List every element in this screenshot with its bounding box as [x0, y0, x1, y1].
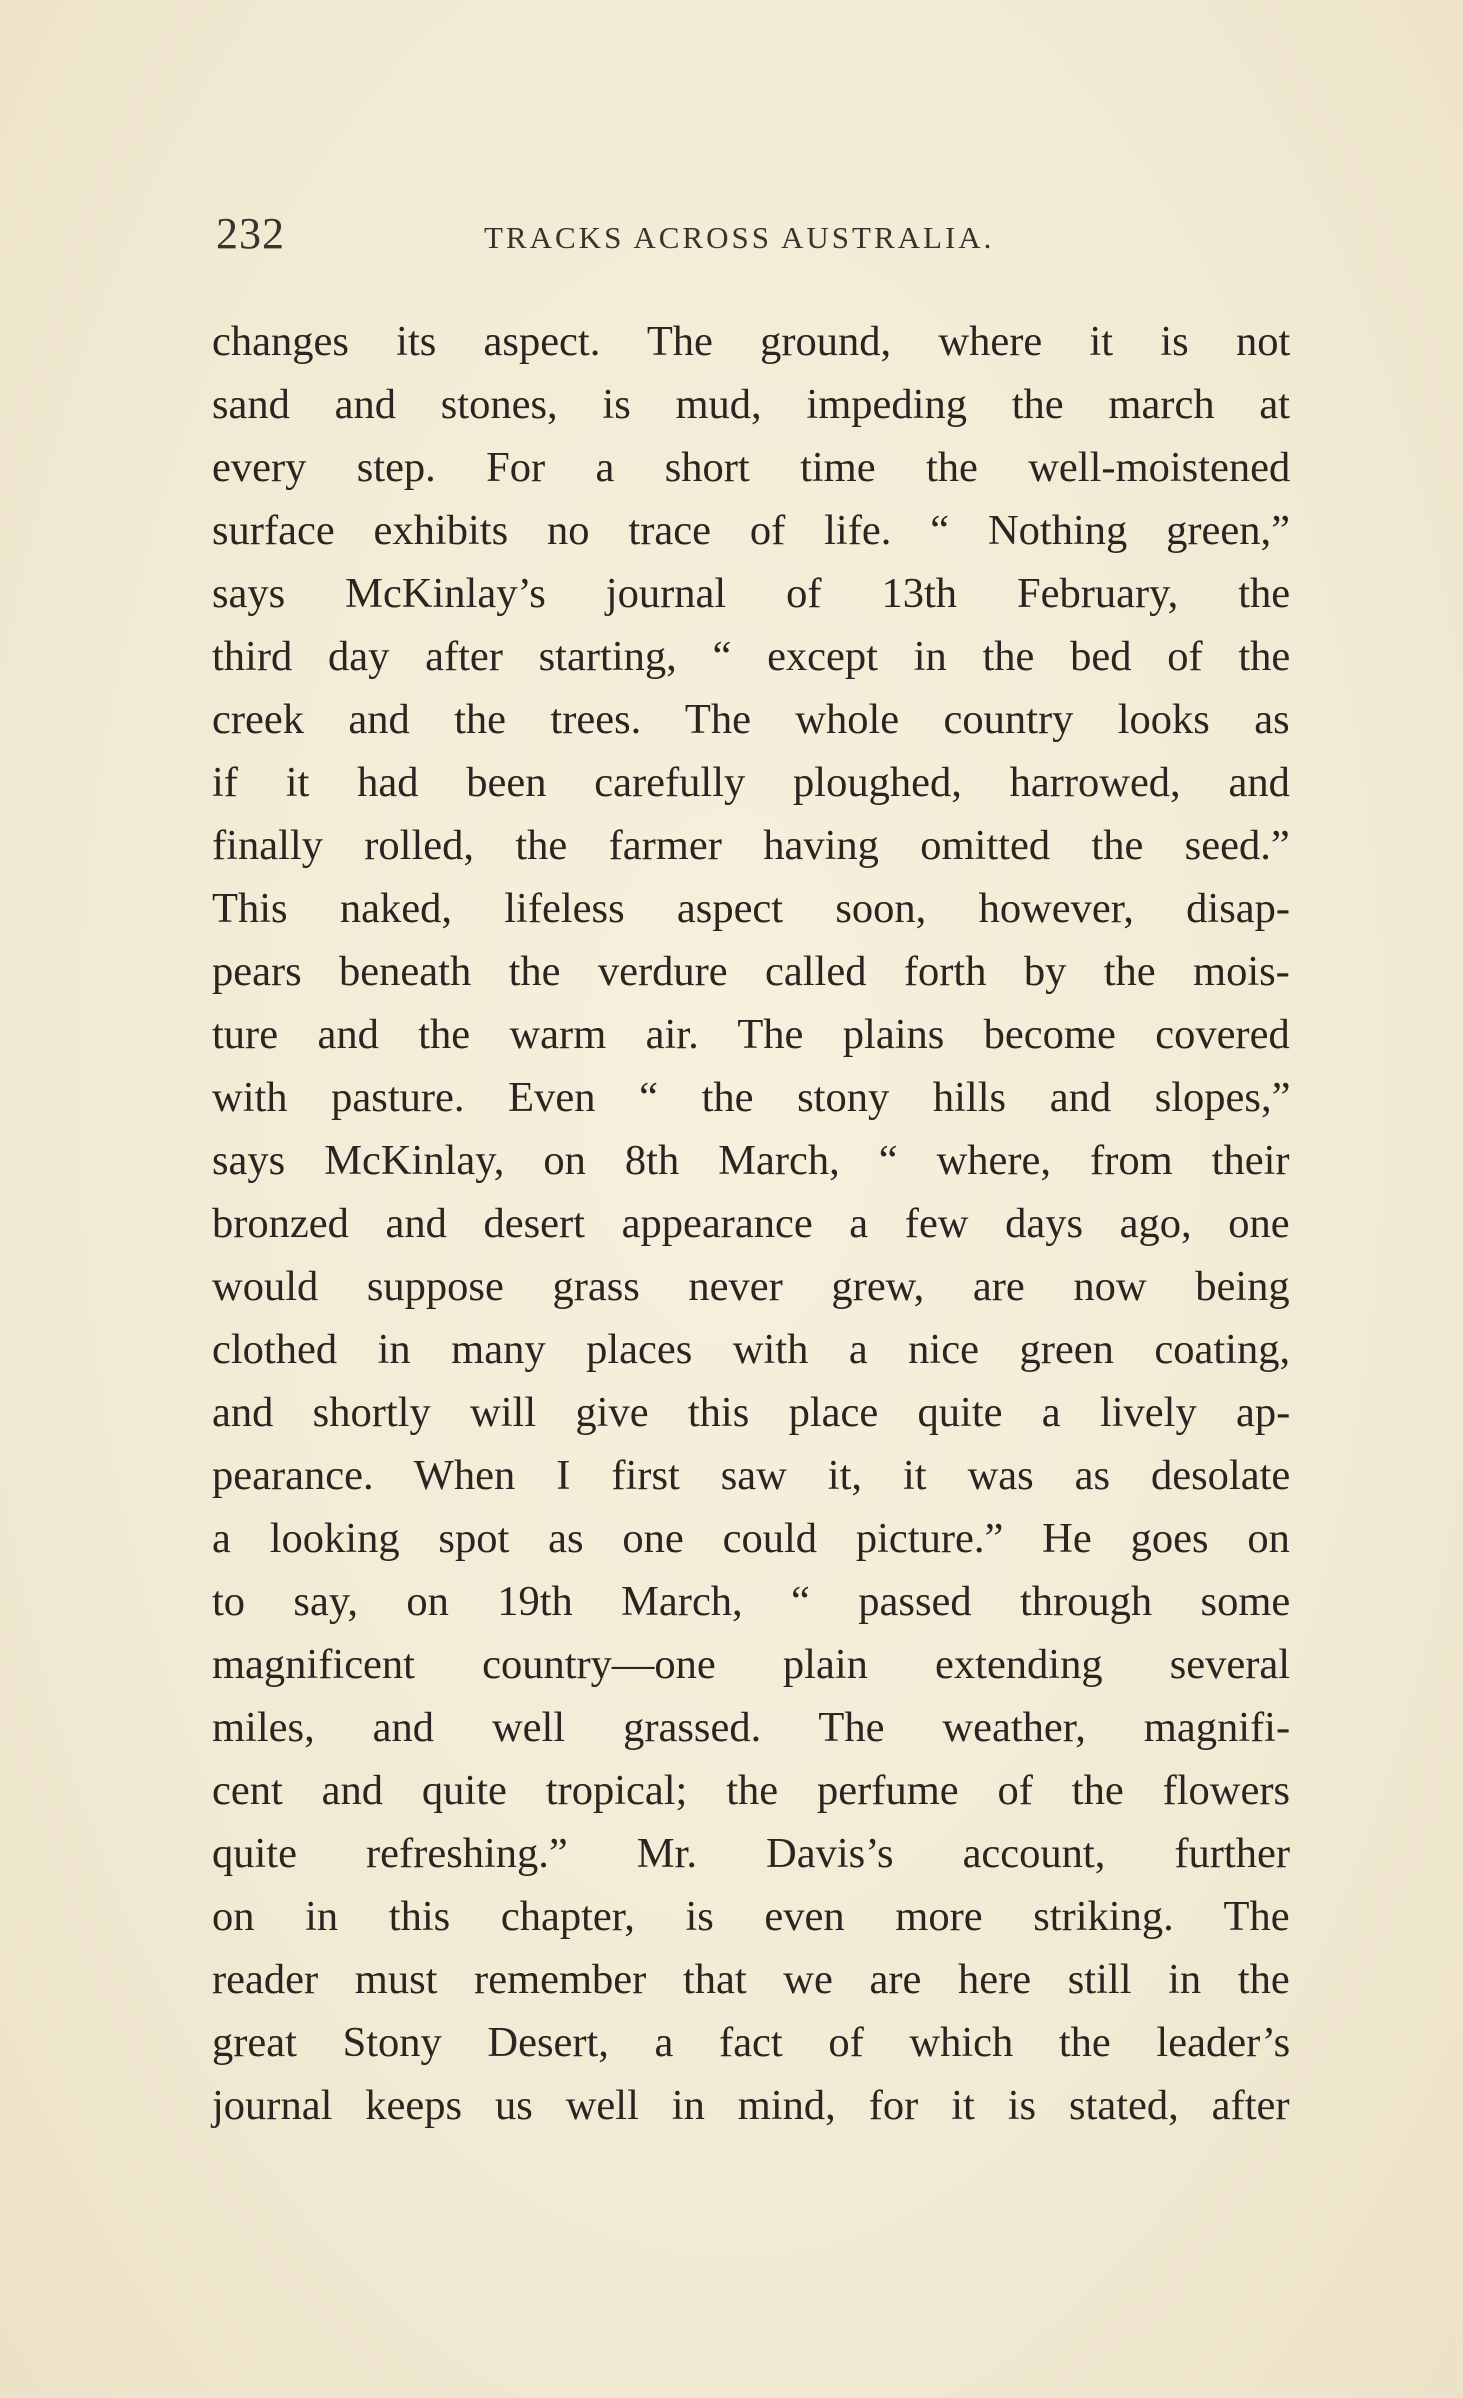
- text-line: every step. For a short time the well-moistened: [212, 444, 1291, 491]
- text-line: ture and the warm air. The plains become covered: [212, 1011, 1290, 1058]
- text-line: reader must remember that we are here still in the: [212, 1956, 1290, 2003]
- text-line: clothed in many places with a nice green coating,: [212, 1326, 1291, 1373]
- text-line: surface exhibits no trace of life. “ Nothing green,”: [212, 507, 1291, 554]
- text-line: to say, on 19th March, “ passed through some: [212, 1578, 1291, 1625]
- text-line: says McKinlay’s journal of 13th February, the: [212, 570, 1291, 617]
- text-line: quite refreshing.” Mr. Davis’s account, further: [212, 1830, 1291, 1877]
- running-title: TRACKS ACROSS AUSTRALIA.: [484, 220, 995, 255]
- text-line: finally rolled, the farmer having omitted the seed.”: [212, 822, 1290, 869]
- text-line: creek and the trees. The whole country looks as: [212, 696, 1290, 743]
- text-line: if it had been carefully ploughed, harrowed, and: [212, 759, 1290, 806]
- text-line: bronzed and desert appearance a few days ago, one: [212, 1200, 1290, 1247]
- text-line: says McKinlay, on 8th March, “ where, from their: [212, 1137, 1290, 1184]
- text-line: with pasture. Even “ the stony hills and slopes,”: [212, 1074, 1291, 1121]
- text-line: would suppose grass never grew, are now being: [212, 1263, 1290, 1310]
- text-line: magnificent country—one plain extending several: [212, 1641, 1291, 1688]
- text-line: pears beneath the verdure called forth by the mois-: [212, 948, 1290, 995]
- text-line: This naked, lifeless aspect soon, however, disap-: [212, 885, 1291, 932]
- text-line: on in this chapter, is even more striking. The: [212, 1893, 1290, 1940]
- body-text: [212, 310, 1290, 2137]
- text-line: a looking spot as one could picture.” He goes on: [212, 1515, 1290, 1562]
- text-line: sand and stones, is mud, impeding the march at: [212, 381, 1290, 428]
- page-number: 232: [216, 209, 285, 258]
- running-head: [216, 208, 1296, 268]
- text-line: and shortly will give this place quite a lively ap-: [212, 1389, 1291, 1436]
- text-line: cent and quite tropical; the perfume of the flowers: [212, 1767, 1291, 1814]
- text-line: miles, and well grassed. The weather, magnifi-: [212, 1704, 1291, 1751]
- text-line: third day after starting, “ except in the bed of the: [212, 633, 1291, 680]
- text-line: changes its aspect. The ground, where it is not: [212, 318, 1291, 365]
- text-line: great Stony Desert, a fact of which the leader’s: [212, 2019, 1291, 2066]
- text-line: pearance. When I first saw it, it was as desolate: [212, 1452, 1291, 1499]
- text-line: journal keeps us well in mind, for it is stated, after: [212, 2082, 1290, 2129]
